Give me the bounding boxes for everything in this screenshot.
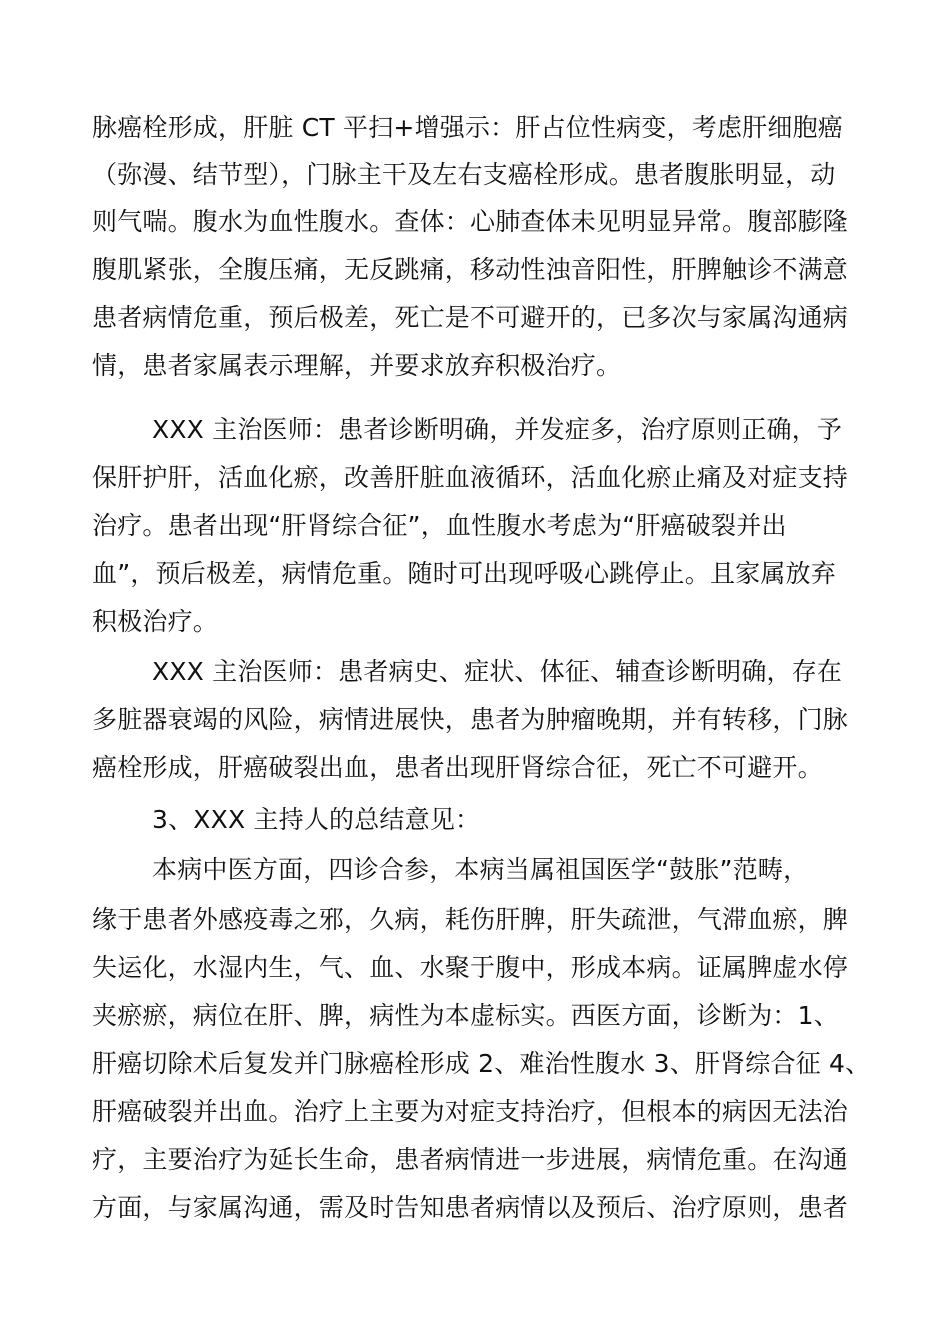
- text-line: 多脏器衰竭的风险，病情进展快，患者为肿瘤晚期，并有转移，门脉: [92, 705, 849, 734]
- text-line: 方面，与家属沟通，需及时告知患者病情以及预后、治疗原则，患者: [92, 1193, 849, 1222]
- text-line: 3、XXX 主持人的总结意见：: [152, 805, 481, 834]
- text-line: 腹肌紧张，全腹压痛，无反跳痛，移动性浊音阳性，肝脾触诊不满意: [92, 255, 849, 284]
- text-line: 失运化，水湿内生，气、血、水聚于腹中，形成本病。证属脾虚水停: [92, 953, 849, 982]
- text-line: 血”，预后极差，病情危重。随时可出现呼吸心跳停止。且家属放弃: [92, 559, 836, 588]
- text-line: 脉癌栓形成，肝脏 CT 平扫+增强示：肝占位性病变，考虑肝细胞癌: [92, 113, 843, 142]
- text-line: 肝癌切除术后复发并门脉癌栓形成 2、难治性腹水 3、肝肾综合征 4、: [92, 1049, 871, 1078]
- text-line: 夹瘀瘀，病位在肝、脾，病性为本虚标实。西医方面，诊断为：1、: [92, 1001, 839, 1030]
- text-line: 癌栓形成，肝癌破裂出血，患者出现肝肾综合征，死亡不可避开。: [92, 753, 823, 782]
- text-line: （弥漫、结节型），门脉主干及左右支癌栓形成。患者腹胀明显，动: [92, 160, 836, 189]
- text-line: 积极治疗。: [92, 607, 219, 636]
- text-line: 缘于患者外感疫毒之邪，久病，耗伤肝脾，肝失疏泄，气滞血瘀，脾: [92, 905, 849, 934]
- text-line: 肝癌破裂并出血。治疗上主要为对症支持治疗，但根本的病因无法治: [92, 1097, 849, 1126]
- text-line: 治疗。患者出现“肝肾综合征”，血性腹水考虑为“肝癌破裂并出: [92, 511, 787, 540]
- text-line: 情，患者家属表示理解，并要求放弃积极治疗。: [92, 351, 622, 380]
- text-line: 则气喘。腹水为血性腹水。查体：心肺查体未见明显异常。腹部膨隆: [92, 207, 849, 236]
- text-line: 患者病情危重，预后极差，死亡是不可避开的，已多次与家属沟通病: [92, 303, 849, 332]
- text-line: 保肝护肝，活血化瘀，改善肝脏血液循环，活血化瘀止痛及对症支持: [92, 463, 849, 492]
- text-line: 本病中医方面，四诊合参，本病当属祖国医学“鼓胀”范畴，: [152, 855, 809, 884]
- text-line: 疗，主要治疗为延长生命，患者病情进一步进展，病情危重。在沟通: [92, 1145, 849, 1174]
- text-line: XXX 主治医师：患者诊断明确，并发症多，治疗原则正确，予: [152, 415, 843, 444]
- text-line: XXX 主治医师：患者病史、症状、体征、辅查诊断明确，存在: [152, 657, 843, 686]
